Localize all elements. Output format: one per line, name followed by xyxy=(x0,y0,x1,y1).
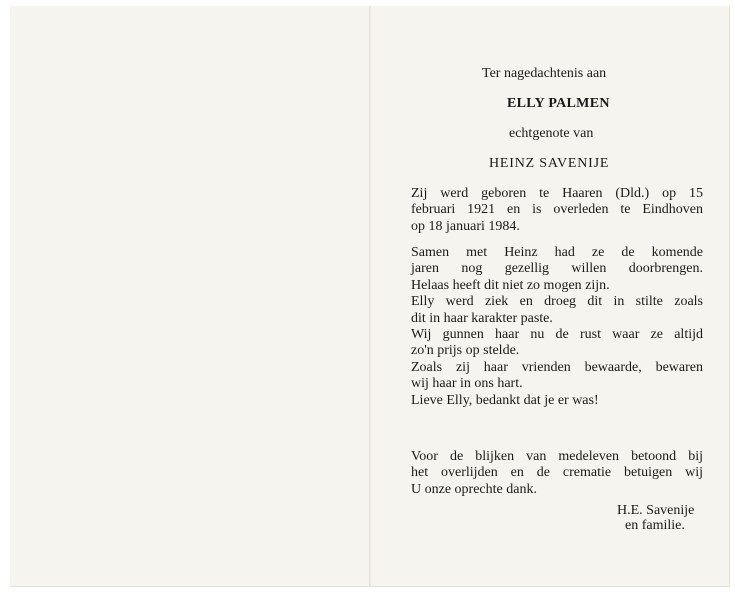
relation-line: echtgenote van xyxy=(509,126,594,141)
thanks-line: U onze oprechte dank. xyxy=(411,481,537,497)
memory-line: zo'n prijs op stelde. xyxy=(411,343,520,359)
memory-line: Wij gunnen haar nu de rust waar ze altijd xyxy=(411,327,703,343)
birth-paragraph xyxy=(411,186,703,235)
thanks-paragraph xyxy=(411,449,703,498)
memory-line: dit in haar karakter paste. xyxy=(411,310,553,326)
memory-line: Zoals zij haar vrienden bewaarde, bewaren xyxy=(411,359,703,375)
memory-paragraph xyxy=(411,245,703,409)
birth-line: op 18 januari 1984. xyxy=(411,218,520,234)
birth-line: februari 1921 en is overleden te Eindhoven xyxy=(411,202,703,218)
thanks-line: het overlijden en de crematie betuigen wij xyxy=(411,465,703,481)
memory-line: Helaas heeft dit niet zo mogen zijn. xyxy=(411,277,610,293)
signature-name: H.E. Savenije xyxy=(617,503,695,518)
intro-line: Ter nagedachtenis aan xyxy=(482,66,607,81)
memory-line: wij haar in ons hart. xyxy=(411,376,523,392)
spouse-name: HEINZ SAVENIJE xyxy=(489,156,610,171)
memory-line: jaren nog gezellig willen doorbrengen. xyxy=(411,261,703,277)
memorial-card xyxy=(10,6,730,587)
left-blank-panel xyxy=(10,6,369,586)
birth-line: Zij werd geboren te Haaren (Dld.) op 15 xyxy=(411,186,703,201)
thanks-line: Voor de blijken van medeleven betoond bij xyxy=(411,449,703,464)
deceased-name: ELLY PALMEN xyxy=(507,96,610,111)
memory-line: Samen met Heinz had ze de komende xyxy=(411,245,703,260)
memory-line: Elly werd ziek en droeg dit in stilte zoals xyxy=(411,294,703,310)
memory-line: Lieve Elly, bedankt dat je er was! xyxy=(411,392,599,408)
right-text-panel xyxy=(371,6,729,586)
signature-family: en familie. xyxy=(625,518,685,533)
